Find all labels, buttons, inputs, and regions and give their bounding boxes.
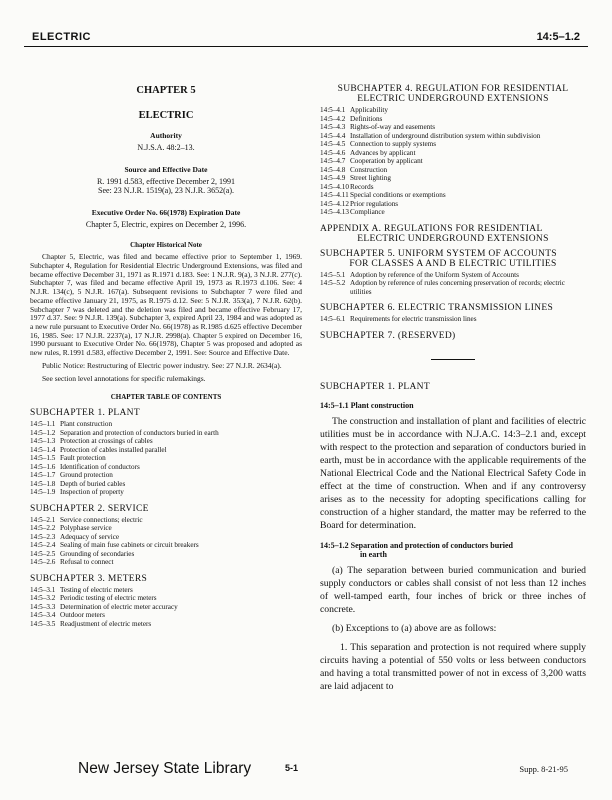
toc-entry-title: Grounding of secondaries: [60, 549, 135, 558]
toc-entry-title: Polyphase service: [60, 524, 112, 533]
toc-entry-title: Testing of electric meters: [60, 585, 133, 594]
toc-entry: [30, 516, 302, 525]
toc-entry-title: Adoption by reference of rules concerning preservation of records; electric utilities: [350, 279, 565, 296]
toc-entry-title: Compliance: [350, 208, 385, 216]
toc-entry-title: Requirements for electric transmission lines: [350, 315, 477, 323]
toc-entry-number: 14:5–1.2: [30, 428, 56, 437]
toc-subchapter-6-list: [320, 315, 586, 324]
toc-entry-number: 14:5–4.13: [320, 208, 349, 216]
toc-entry: [320, 157, 586, 166]
toc-entry-number: 14:5–4.1: [320, 106, 346, 114]
toc-entry: [30, 550, 302, 559]
body-subchapter-1-title: SUBCHAPTER 1. PLANT: [320, 381, 430, 392]
toc-appendix-a-line-2: ELECTRIC UNDERGROUND EXTENSIONS: [357, 233, 549, 244]
page-number: 5-1: [285, 763, 299, 773]
toc-entry: [30, 558, 302, 567]
chapter-name: ELECTRIC: [138, 110, 194, 121]
toc-entry-number: 14:5–4.4: [320, 131, 346, 140]
toc-entry: [320, 271, 586, 280]
library-stamp: New Jersey State Library: [78, 760, 252, 777]
toc-entry-title: Cooperation by applicant: [350, 157, 423, 165]
toc-subchapter-4-list: [320, 106, 586, 217]
toc-subchapter-5-list: [320, 271, 586, 297]
toc-subchapter-6-title: SUBCHAPTER 6. ELECTRIC TRANSMISSION LINES: [320, 303, 554, 313]
toc-entry-number: 14:5–3.3: [30, 602, 56, 611]
toc-entry-title: Adoption by reference of the Uniform System of Accounts: [350, 270, 519, 279]
toc-entry-title: Adequacy of service: [60, 532, 120, 541]
toc-entry-title: Inspection of property: [60, 488, 124, 497]
toc-entry-number: 14:5–4.9: [320, 174, 346, 182]
toc-entry-title: Service connections; electric: [60, 515, 143, 524]
toc-entry-number: 14:5–1.4: [30, 445, 56, 454]
toc-entry: [30, 611, 302, 620]
section-1-2-heading-line-1: 14:5–1.2 Separation and protection of conductors buried: [320, 540, 513, 550]
header-chapter: ELECTRIC: [32, 31, 91, 43]
toc-entry: [30, 541, 302, 550]
toc-subchapter-4-title-line-1: SUBCHAPTER 4. REGULATION FOR RESIDENTIAL: [337, 84, 569, 94]
toc-entry: [320, 140, 586, 149]
toc-entry-number: 14:5–5.1: [320, 270, 346, 279]
toc-entry: [30, 471, 302, 480]
toc-subchapter-2-title: SUBCHAPTER 2. SERVICE: [30, 503, 149, 514]
toc-subchapter-3-title: SUBCHAPTER 3. METERS: [30, 573, 148, 584]
exec-order-heading: Executive Order No. 66(1978) Expiration Date: [91, 207, 241, 217]
toc-entry: [30, 594, 302, 603]
source-heading: Source and Effective Date: [124, 164, 208, 174]
toc-entry: [30, 603, 302, 612]
toc-entry-title: Connection to supply systems: [350, 140, 437, 148]
toc-entry-title: Protection at crossings of cables: [60, 437, 153, 446]
toc-appendix-a-line-1: APPENDIX A. REGULATIONS FOR RESIDENTIAL: [320, 223, 543, 234]
toc-entry-title: Refusal to connect: [60, 558, 114, 567]
authority-heading: Authority: [150, 131, 182, 140]
toc-entry-number: 14:5–2.6: [30, 558, 56, 567]
toc-subchapter-5-title-line-2: FOR CLASSES A AND B ELECTRIC UTILITIES: [349, 258, 557, 269]
toc-entry-number: 14:5–3.1: [30, 585, 56, 594]
right-column: [320, 55, 586, 693]
header-section-range: 14:5–1.2: [536, 31, 580, 43]
toc-entry-number: 14:5–4.6: [320, 148, 346, 157]
toc-entry-title: Installation of underground distribution system within subdivision: [350, 131, 541, 140]
toc-entry-title: Special conditions or exemptions: [350, 191, 446, 199]
left-column: [30, 55, 302, 628]
toc-subchapter-1-title: SUBCHAPTER 1. PLANT: [30, 408, 140, 419]
section-1-1-text: The construction and installation of plant and facilities of electric utilities must be in accordance with N.J.A.C. 14:3–2.1 and, except with respect to the protection and separation of conductors buried in earth, must be in accordance with the applicable requirements of the National Electrical Code and the National Electrical Safety Code in effect at the time of construction. When and if any controversy arises as to the necessity for adopting specifications calling for construction of a higher standard, the matter may be referred to the Board for determination.: [320, 415, 586, 531]
toc-entry-title: Construction: [350, 165, 388, 174]
toc-entry: [320, 191, 586, 200]
toc-entry: [30, 533, 302, 542]
toc-entry: [30, 524, 302, 533]
toc-entry-title: Sealing of main fuse cabinets or circuit breakers: [60, 541, 199, 550]
toc-entry-number: 14:5–3.4: [30, 611, 56, 620]
authority-text: N.J.S.A. 48:2–13.: [137, 143, 195, 152]
toc-entry-title: Protection of cables installed parallel: [60, 445, 167, 454]
toc-entry: [30, 437, 302, 446]
chapter-label: CHAPTER 5: [136, 85, 196, 96]
toc-entry-title: Periodic testing of electric meters: [60, 594, 157, 603]
toc-entry-title: Applicability: [350, 106, 388, 114]
toc-entry-number: 14:5–4.2: [320, 114, 346, 123]
toc-entry: [320, 166, 586, 175]
toc-entry-number: 14:5–4.8: [320, 165, 346, 174]
toc-entry-title: Determination of electric meter accuracy: [60, 602, 178, 611]
toc-entry-number: 14:5–4.10: [320, 182, 349, 191]
source-line-1: R. 1991 d.583, effective December 2, 1991: [96, 176, 236, 186]
section-divider: [431, 359, 475, 360]
toc-entry-title: Prior regulations: [350, 199, 399, 208]
toc-entry: [320, 183, 586, 192]
toc-entry: [320, 315, 586, 324]
toc-entry: [320, 208, 586, 217]
toc-entry: [320, 123, 586, 132]
toc-entry-number: 14:5–5.2: [320, 279, 346, 287]
toc-entry-title: Readjustment of electric meters: [60, 619, 152, 628]
section-1-1-heading: 14:5–1.1 Plant construction: [320, 400, 414, 410]
toc-entry-title: Separation and protection of conductors buried in earth: [60, 428, 219, 437]
toc-entry-title: Records: [350, 182, 374, 191]
toc-entry: [320, 200, 586, 209]
toc-entry-number: 14:5–1.9: [30, 488, 56, 497]
toc-entry-number: 14:5–1.8: [30, 479, 56, 488]
toc-entry-title: Fault protection: [60, 454, 106, 463]
toc-entry-number: 14:5–2.3: [30, 532, 56, 541]
section-1-2-paragraph-b1: 1. This separation and protection is not required where supply circuits having a potential of 550 volts or less between conductors and having a total transmitted power of not in excess of 3,200 watts are laid adjacent to: [320, 641, 586, 692]
toc-subchapter-5-title-line-1: SUBCHAPTER 5. UNIFORM SYSTEM OF ACCOUNTS: [320, 248, 557, 259]
toc-entry: [30, 420, 302, 429]
toc-entry: [30, 429, 302, 438]
toc-entry-number: 14:5–1.1: [30, 420, 56, 429]
historical-note-text: Chapter 5, Electric, was filed and became effective prior to September 1, 1969. Subchapter 4, Regulation for Residential Electric Underground Extensions, was filed and became effective December 31, 1971 as R.1971 d.183. See: 1 N.J.R. 9(a), 3 N.J.R. 277(c). Subchapter 7, was filed and became effective April 19, 1973 as R.1973 d.106. See: 4 N.J.R. 134(c), 5 N.J.R. 167(a). Subsequent revisions to Subchapter 7 were filed and became effective January 21, 1975, as R.1975 d.12. See: 5 N.J.R. 353(a), 7 N.J.R. 62(b). Subchapter 7 was deleted and the deletion was filed and became effective February 17, 1977 d.37. See: 9 N.J.R. 139(a). Subchapter 3, expired April 23, 1984 and was adopted as a new rule pursuant to Executive Order No. 66(1978) as R.1985 d.625 effective December 16, 1985. See: 17 N.J.R. 2237(a), 17 N.J.R. 2998(a). Chapter 5 expired on December 16, 1990 pursuant to Executive Order No. 66(1978), Chapter 5 was proposed and adopted as new rules, R.1991 d.583, effective December 2, 1991. See: Source and Effective Date.: [30, 252, 302, 358]
supplement-date: Supp. 8-21-95: [519, 764, 568, 774]
toc-entry: [30, 488, 302, 497]
toc-entry-number: 14:5–3.2: [30, 594, 56, 603]
toc-entry: [320, 149, 586, 158]
toc-entry-number: 14:5–1.7: [30, 471, 56, 480]
toc-subchapter-1-list: [30, 420, 302, 497]
toc-entry-title: Depth of buried cables: [60, 479, 126, 488]
toc-entry: [320, 132, 586, 141]
toc-entry-title: Definitions: [350, 114, 383, 123]
toc-heading: CHAPTER TABLE OF CONTENTS: [110, 393, 222, 402]
toc-entry: [30, 463, 302, 472]
toc-entry-number: 14:5–1.5: [30, 454, 56, 463]
toc-entry-number: 14:5–2.1: [30, 515, 56, 524]
toc-entry-number: 14:5–4.12: [320, 199, 349, 208]
toc-entry: [30, 480, 302, 489]
toc-entry-number: 14:5–4.5: [320, 140, 346, 148]
toc-entry: [320, 115, 586, 124]
toc-entry-number: 14:5–4.11: [320, 191, 349, 199]
toc-entry-title: Ground protection: [60, 471, 113, 480]
toc-entry: [320, 106, 586, 115]
toc-entry-number: 14:5–2.4: [30, 541, 56, 550]
toc-entry: [320, 174, 586, 183]
section-1-2-paragraph-a: (a) The separation between buried communication and buried supply conductors or cables shall consist of not less than 12 inches of well-tamped earth, four inches of brick or three inches of concrete.: [320, 564, 586, 615]
source-line-2: See: 23 N.J.R. 1519(a), 23 N.J.R. 3652(a).: [98, 186, 234, 196]
toc-entry: [30, 446, 302, 455]
toc-entry: [320, 279, 586, 296]
toc-entry-title: Street lighting: [350, 174, 391, 182]
toc-entry: [30, 620, 302, 629]
toc-entry: [30, 454, 302, 463]
toc-subchapter-3-list: [30, 586, 302, 629]
toc-entry-number: 14:5–1.6: [30, 462, 56, 471]
toc-entry-title: Advances by applicant: [350, 148, 416, 157]
toc-entry-number: 14:5–3.5: [30, 619, 56, 628]
toc-entry-title: Identification of conductors: [60, 462, 140, 471]
toc-subchapter-2-list: [30, 516, 302, 567]
toc-entry-number: 14:5–2.2: [30, 524, 56, 533]
toc-entry-number: 14:5–1.3: [30, 437, 56, 446]
historical-note-heading: Chapter Historical Note: [130, 241, 202, 250]
toc-subchapter-4-title-line-2: ELECTRIC UNDERGROUND EXTENSIONS: [357, 94, 549, 104]
toc-entry-number: 14:5–6.1: [320, 315, 346, 323]
toc-subchapter-7-title: SUBCHAPTER 7. (RESERVED): [320, 330, 456, 341]
toc-entry-title: Outdoor meters: [60, 611, 105, 620]
toc-entry-title: Plant construction: [60, 420, 113, 429]
public-notice: Public Notice: Restructuring of Electric power industry. See: 27 N.J.R. 2634(a).: [42, 360, 282, 370]
toc-entry-number: 14:5–4.7: [320, 157, 346, 165]
section-1-2-heading-line-2: in earth: [360, 549, 387, 559]
running-header: [24, 30, 588, 47]
exec-order-text: Chapter 5, Electric, expires on December 2, 1996.: [85, 219, 247, 229]
toc-entry-title: Rights-of-way and easements: [350, 123, 436, 131]
toc-entry-number: 14:5–4.3: [320, 123, 346, 131]
toc-entry-number: 14:5–2.5: [30, 549, 56, 558]
toc-entry: [30, 586, 302, 595]
see-section-note: See section level annotations for specific rulemakings.: [42, 373, 206, 383]
section-1-2-paragraph-b: (b) Exceptions to (a) above are as follows:: [332, 622, 497, 634]
